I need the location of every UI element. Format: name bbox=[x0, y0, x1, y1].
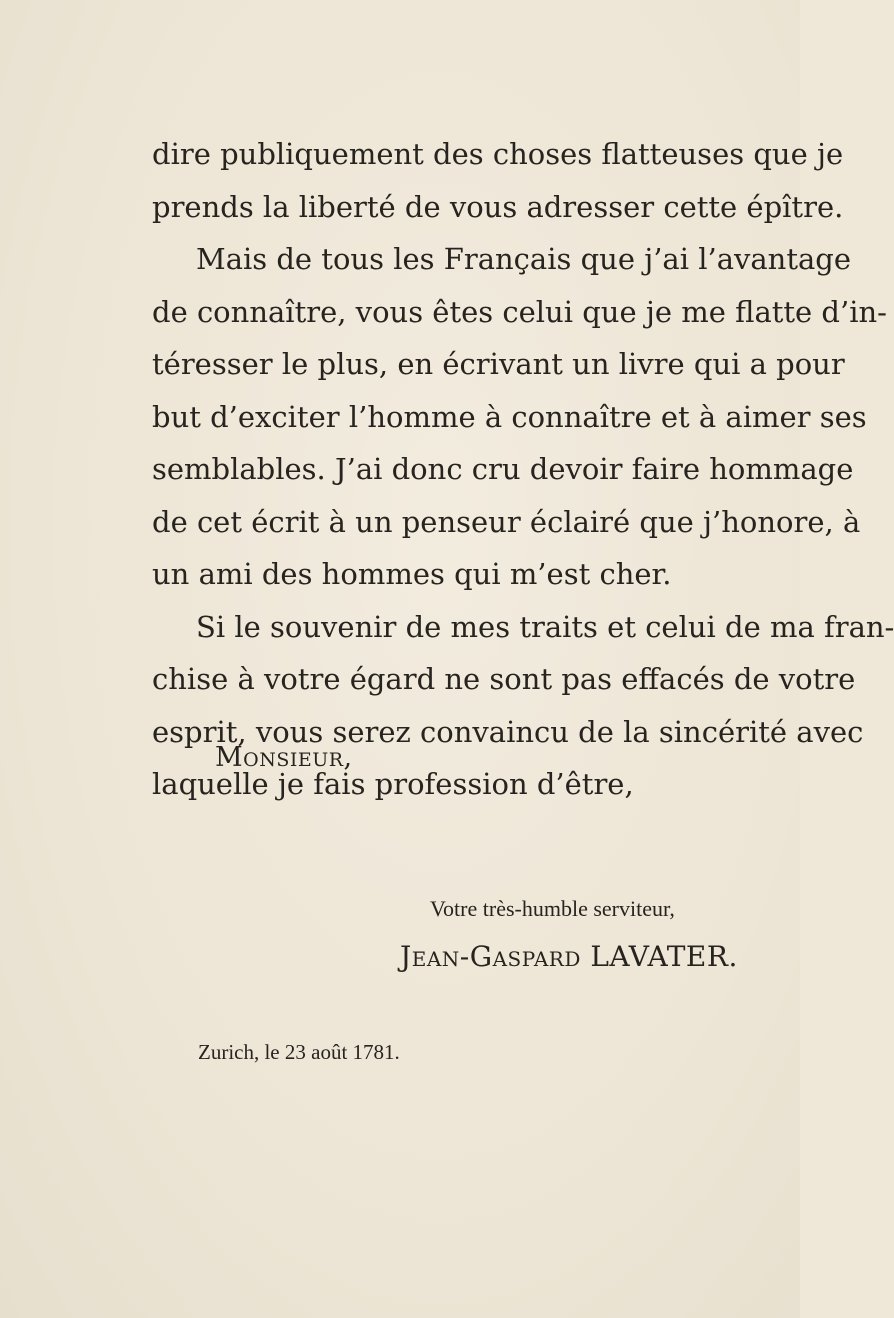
signature-first-name: Jean-Gaspard bbox=[400, 940, 581, 973]
text-line: laquelle je fais profession d’être, bbox=[152, 767, 634, 801]
signature-last-name: LAVATER. bbox=[590, 940, 738, 973]
text-line: but d’exciter l’homme à connaître et à aimer ses bbox=[152, 399, 867, 434]
text-line: prends la liberté de vous adresser cette épître. bbox=[152, 189, 844, 224]
text-line: dire publiquement des choses flatteuses que je bbox=[152, 137, 844, 171]
text-line: de cet écrit à un penseur éclairé que j’honore, à bbox=[152, 504, 861, 539]
closing-formula: Votre très-humble serviteur, bbox=[430, 896, 675, 921]
text-line: Si le souvenir de mes traits et celui de ma fran- bbox=[196, 609, 894, 644]
letter-body bbox=[152, 128, 894, 811]
text-line: téresser le plus, en écrivant un livre qui a pour bbox=[152, 347, 845, 381]
text-line: chise à votre égard ne sont pas effacés de votre bbox=[152, 662, 856, 696]
text-line: esprit, vous serez convaincu de la sincérité avec bbox=[152, 714, 864, 749]
text-line: de connaître, vous êtes celui que je me flatte d’in- bbox=[152, 294, 887, 329]
text-line: semblables. J’ai donc cru devoir faire hommage bbox=[152, 452, 854, 486]
salutation: Monsieur, bbox=[215, 742, 353, 773]
text-line: un ami des hommes qui m’est cher. bbox=[152, 557, 672, 591]
signature bbox=[400, 940, 738, 973]
text-line: Mais de tous les Français que j’ai l’avantage bbox=[196, 242, 852, 276]
dateline: Zurich, le 23 août 1781. bbox=[198, 1040, 400, 1064]
